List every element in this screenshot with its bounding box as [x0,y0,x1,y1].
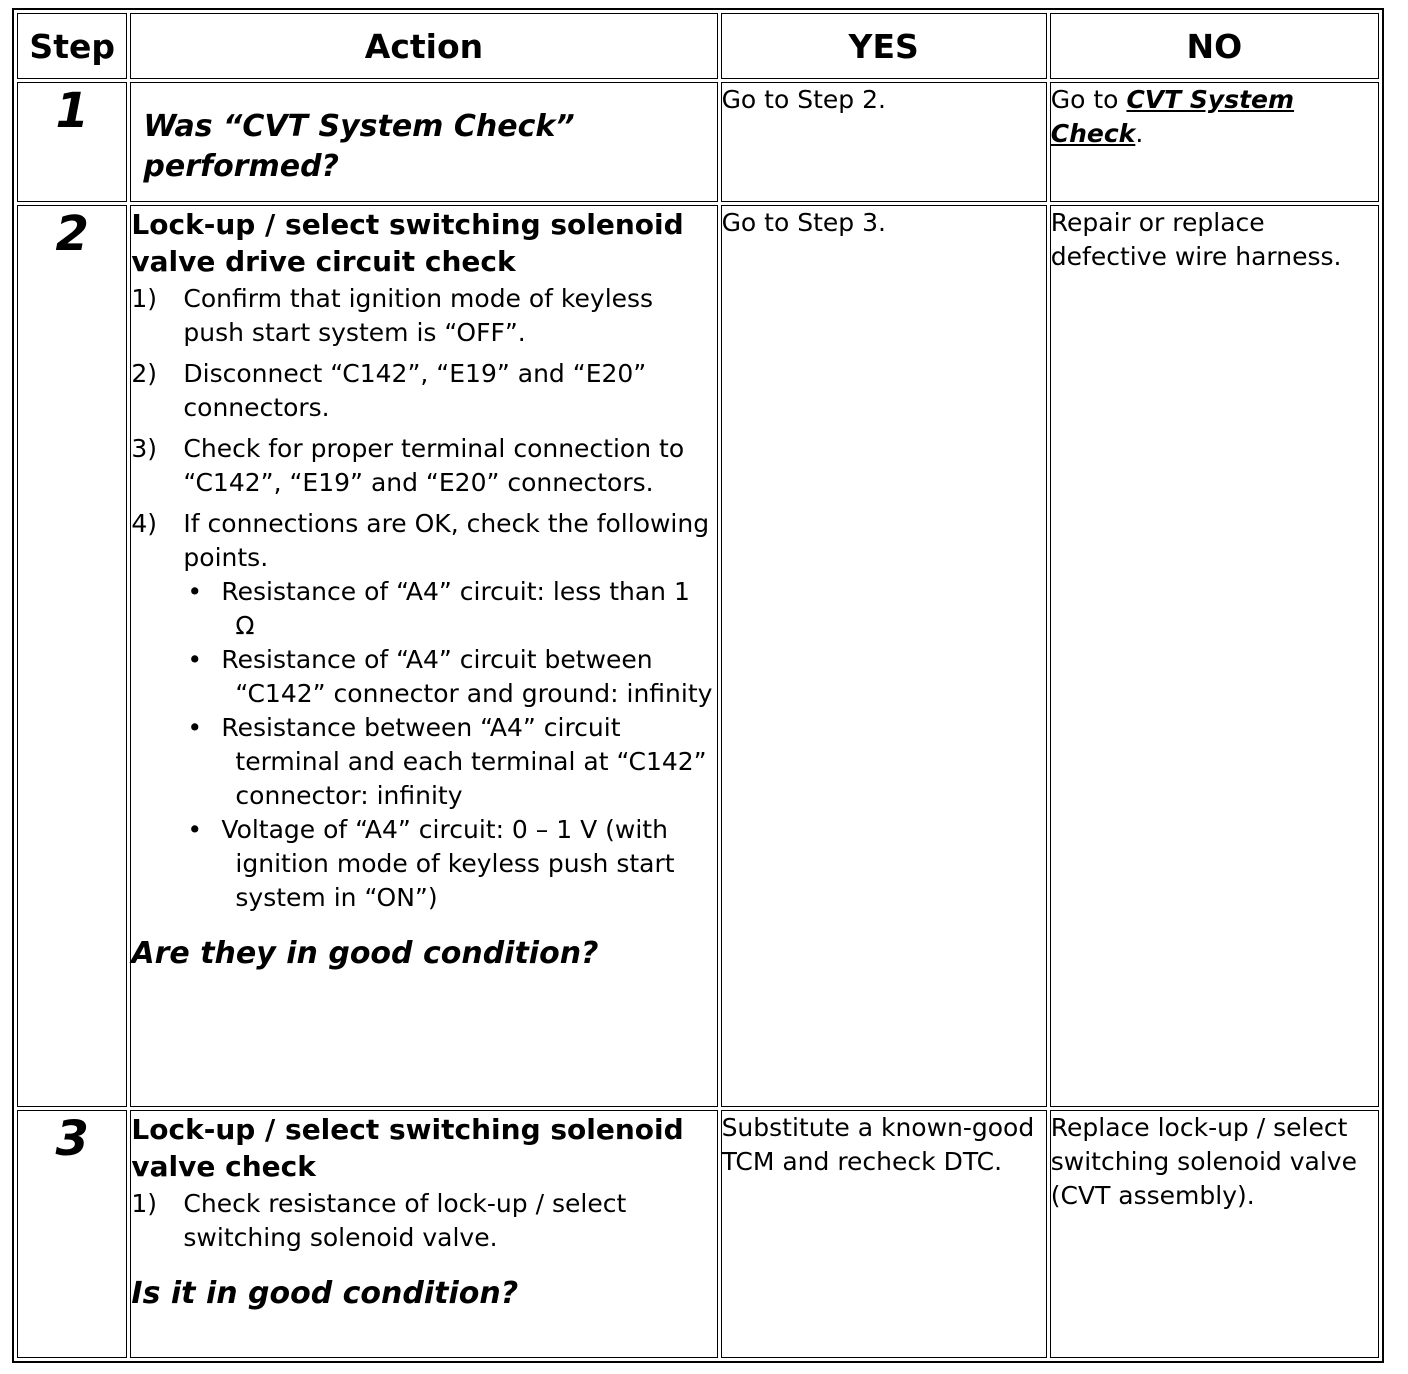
item-number: 3) [131,434,158,463]
list-item [131,357,716,425]
item-text: Confirm that ignition mode of keyless push start system is “OFF”. [183,284,654,347]
yes-cell: Go to Step 2. [721,82,1047,202]
item-number: 1) [131,1189,158,1218]
table-row [17,82,1379,202]
no-cell [1050,82,1379,202]
header-no: NO [1050,13,1379,79]
action-cell [130,205,717,1107]
bullet-icon: • [187,815,203,844]
step-number: 1 [17,82,127,202]
step-question: Is it in good condition? [131,1276,519,1311]
table-row [17,205,1379,1107]
cvt-system-check-link[interactable]: CVT System Check [1050,85,1295,148]
procedure-list [131,282,716,915]
step-heading: Lock-up / select switching solenoid valve drive circuit check [131,208,684,278]
header-yes: YES [721,13,1047,79]
item-text: Disconnect “C142”, “E19” and “E20” connectors. [183,359,647,422]
table-row [17,1110,1379,1358]
procedure-list [131,1187,716,1255]
step-question: Are they in good condition? [131,936,599,971]
no-text-prefix: Go to [1050,85,1127,114]
no-cell: Replace lock-up / select switching solenoid valve (CVT assembly). [1050,1110,1379,1358]
step-number: 3 [17,1110,127,1358]
yes-cell: Go to Step 3. [721,205,1047,1107]
bullet-icon: • [187,713,203,742]
bullet-icon: • [187,577,203,606]
item-number: 4) [131,509,158,538]
header-action: Action [130,13,717,79]
list-item [131,282,716,350]
action-cell [130,1110,717,1358]
item-text: If connections are OK, check the following points. [183,509,710,572]
bullet-text: Resistance of “A4” circuit: less than 1 Ω [221,577,690,640]
bullet-item [183,575,716,643]
bullet-item [183,643,716,711]
no-cell: Repair or replace defective wire harness. [1050,205,1379,1107]
header-step: Step [17,13,127,79]
diagnostic-table [12,8,1384,1363]
step-number: 2 [17,205,127,1107]
item-text: Check resistance of lock-up / select switching solenoid valve. [183,1189,627,1252]
item-number: 2) [131,359,158,388]
bullet-text: Resistance of “A4” circuit between “C142” connector and ground: infinity [221,645,713,708]
bullet-item [183,711,716,813]
step-question: Was “CVT System Check” performed? [143,109,575,184]
step-heading: Lock-up / select switching solenoid valve check [131,1113,684,1183]
bullet-item [183,813,716,915]
list-item [131,507,716,915]
bullet-text: Voltage of “A4” circuit: 0 – 1 V (with ignition mode of keyless push start system in “ON”) [221,815,675,912]
list-item [131,432,716,500]
item-number: 1) [131,284,158,313]
item-text: Check for proper terminal connection to “C142”, “E19” and “E20” connectors. [183,434,685,497]
header-row [17,13,1379,79]
bullet-text: Resistance between “A4” circuit terminal and each terminal at “C142” connector: infinity [221,713,707,810]
check-points-list [183,575,716,915]
yes-cell: Substitute a known-good TCM and recheck DTC. [721,1110,1047,1358]
no-text-suffix: . [1135,119,1144,148]
action-cell [130,82,717,202]
list-item [131,1187,716,1255]
bullet-icon: • [187,645,203,674]
